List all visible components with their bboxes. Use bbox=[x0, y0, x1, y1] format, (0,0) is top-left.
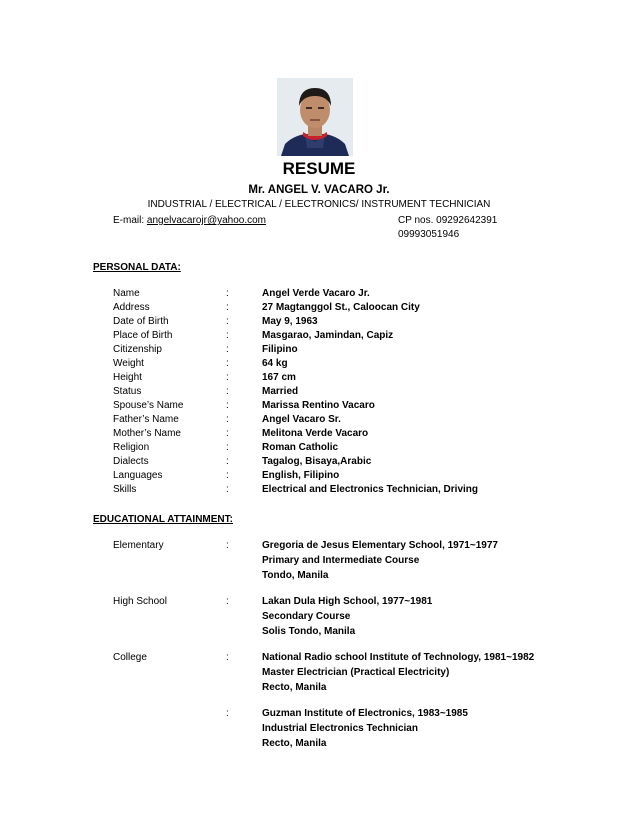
education-detail: Secondary Course bbox=[262, 611, 351, 622]
personal-value: Melitona Verde Vacaro bbox=[262, 428, 369, 439]
personal-label: Skills bbox=[113, 484, 137, 495]
education-detail: Primary and Intermediate Course bbox=[262, 555, 420, 566]
personal-value: Angel Vacaro Sr. bbox=[262, 414, 341, 425]
education-detail: Recto, Manila bbox=[262, 682, 327, 693]
personal-row bbox=[0, 288, 638, 302]
personal-label: Languages bbox=[113, 470, 163, 481]
email-line bbox=[113, 214, 266, 228]
personal-value: 167 cm bbox=[262, 372, 296, 383]
personal-value: Tagalog, Bisaya,Arabic bbox=[262, 456, 372, 467]
personal-colon: : bbox=[226, 344, 229, 355]
personal-row bbox=[0, 302, 638, 316]
personal-label: Name bbox=[113, 288, 140, 299]
personal-colon: : bbox=[226, 330, 229, 341]
personal-colon: : bbox=[226, 470, 229, 481]
personal-row bbox=[0, 358, 638, 372]
personal-colon: : bbox=[226, 316, 229, 327]
personal-colon: : bbox=[226, 372, 229, 383]
personal-row bbox=[0, 330, 638, 344]
personal-row bbox=[0, 344, 638, 358]
education-detail: Industrial Electronics Technician bbox=[262, 723, 418, 734]
personal-colon: : bbox=[226, 386, 229, 397]
education-level: College bbox=[113, 652, 147, 663]
personal-row bbox=[0, 442, 638, 456]
education-detail: Lakan Dula High School, 1977~1981 bbox=[262, 596, 433, 607]
personal-colon: : bbox=[226, 428, 229, 439]
personal-label: Mother’s Name bbox=[113, 428, 181, 439]
education-colon: : bbox=[226, 708, 229, 719]
personal-label: Dialects bbox=[113, 456, 149, 467]
personal-label: Spouse’s Name bbox=[113, 400, 184, 411]
personal-label: Weight bbox=[113, 358, 144, 369]
personal-label: Date of Birth bbox=[113, 316, 169, 327]
personal-value: Masgarao, Jamindan, Capiz bbox=[262, 330, 394, 341]
personal-colon: : bbox=[226, 442, 229, 453]
applicant-name: Mr. ANGEL V. VACARO Jr. bbox=[248, 184, 390, 196]
personal-value: Roman Catholic bbox=[262, 442, 339, 453]
personal-label: Place of Birth bbox=[113, 330, 173, 341]
personal-row bbox=[0, 386, 638, 400]
personal-label: Status bbox=[113, 386, 142, 397]
personal-value: May 9, 1963 bbox=[262, 316, 318, 327]
education-level: High School bbox=[113, 596, 167, 607]
profile-photo bbox=[277, 78, 353, 156]
personal-row bbox=[0, 456, 638, 470]
personal-row bbox=[0, 400, 638, 414]
personal-colon: : bbox=[226, 456, 229, 467]
personal-row bbox=[0, 428, 638, 442]
personal-label: Address bbox=[113, 302, 150, 313]
personal-label: Citizenship bbox=[113, 344, 162, 355]
personal-label: Religion bbox=[113, 442, 150, 453]
personal-value: 27 Magtanggol St., Caloocan City bbox=[262, 302, 420, 313]
personal-colon: : bbox=[226, 358, 229, 369]
education-colon: : bbox=[226, 652, 229, 663]
personal-value: Marissa Rentino Vacaro bbox=[262, 400, 375, 411]
education-detail: Master Electrician (Practical Electricity) bbox=[262, 667, 450, 678]
email-label: E-mail: bbox=[113, 215, 147, 226]
education-heading: EDUCATIONAL ATTAINMENT: bbox=[93, 514, 233, 525]
personal-label: Father’s Name bbox=[113, 414, 179, 425]
education-detail: National Radio school Institute of Technology, 1981~1982 bbox=[262, 652, 535, 663]
phone-primary: CP nos. 09292642391 bbox=[398, 215, 498, 226]
education-detail: Solis Tondo, Manila bbox=[262, 626, 356, 637]
personal-value: English, Filipino bbox=[262, 470, 340, 481]
personal-value: Married bbox=[262, 386, 299, 397]
personal-colon: : bbox=[226, 302, 229, 313]
education-detail: Gregoria de Jesus Elementary School, 1971~1977 bbox=[262, 540, 498, 551]
email-link[interactable]: angelvacarojr@yahoo.com bbox=[146, 215, 267, 226]
personal-colon: : bbox=[226, 484, 229, 495]
personal-label: Height bbox=[113, 372, 142, 383]
education-level: Elementary bbox=[113, 540, 164, 551]
resume-title: RESUME bbox=[282, 159, 356, 178]
personal-colon: : bbox=[226, 288, 229, 299]
personal-row bbox=[0, 316, 638, 330]
occupation-line: INDUSTRIAL / ELECTRICAL / ELECTRONICS/ INSTRUMENT TECHNICIAN bbox=[147, 199, 491, 210]
education-detail: Guzman Institute of Electronics, 1983~1985 bbox=[262, 708, 468, 719]
personal-value: Angel Verde Vacaro Jr. bbox=[262, 288, 370, 299]
personal-value: Filipino bbox=[262, 344, 298, 355]
personal-row bbox=[0, 414, 638, 428]
education-detail: Recto, Manila bbox=[262, 738, 327, 749]
phone-secondary: 09993051946 bbox=[398, 229, 460, 240]
personal-row bbox=[0, 372, 638, 386]
education-detail: Tondo, Manila bbox=[262, 570, 329, 581]
personal-row bbox=[0, 484, 638, 498]
personal-data-heading: PERSONAL DATA: bbox=[93, 262, 181, 273]
personal-colon: : bbox=[226, 400, 229, 411]
personal-colon: : bbox=[226, 414, 229, 425]
personal-value: 64 kg bbox=[262, 358, 288, 369]
personal-value: Electrical and Electronics Technician, Driving bbox=[262, 484, 478, 495]
education-colon: : bbox=[226, 596, 229, 607]
personal-row bbox=[0, 470, 638, 484]
education-colon: : bbox=[226, 540, 229, 551]
